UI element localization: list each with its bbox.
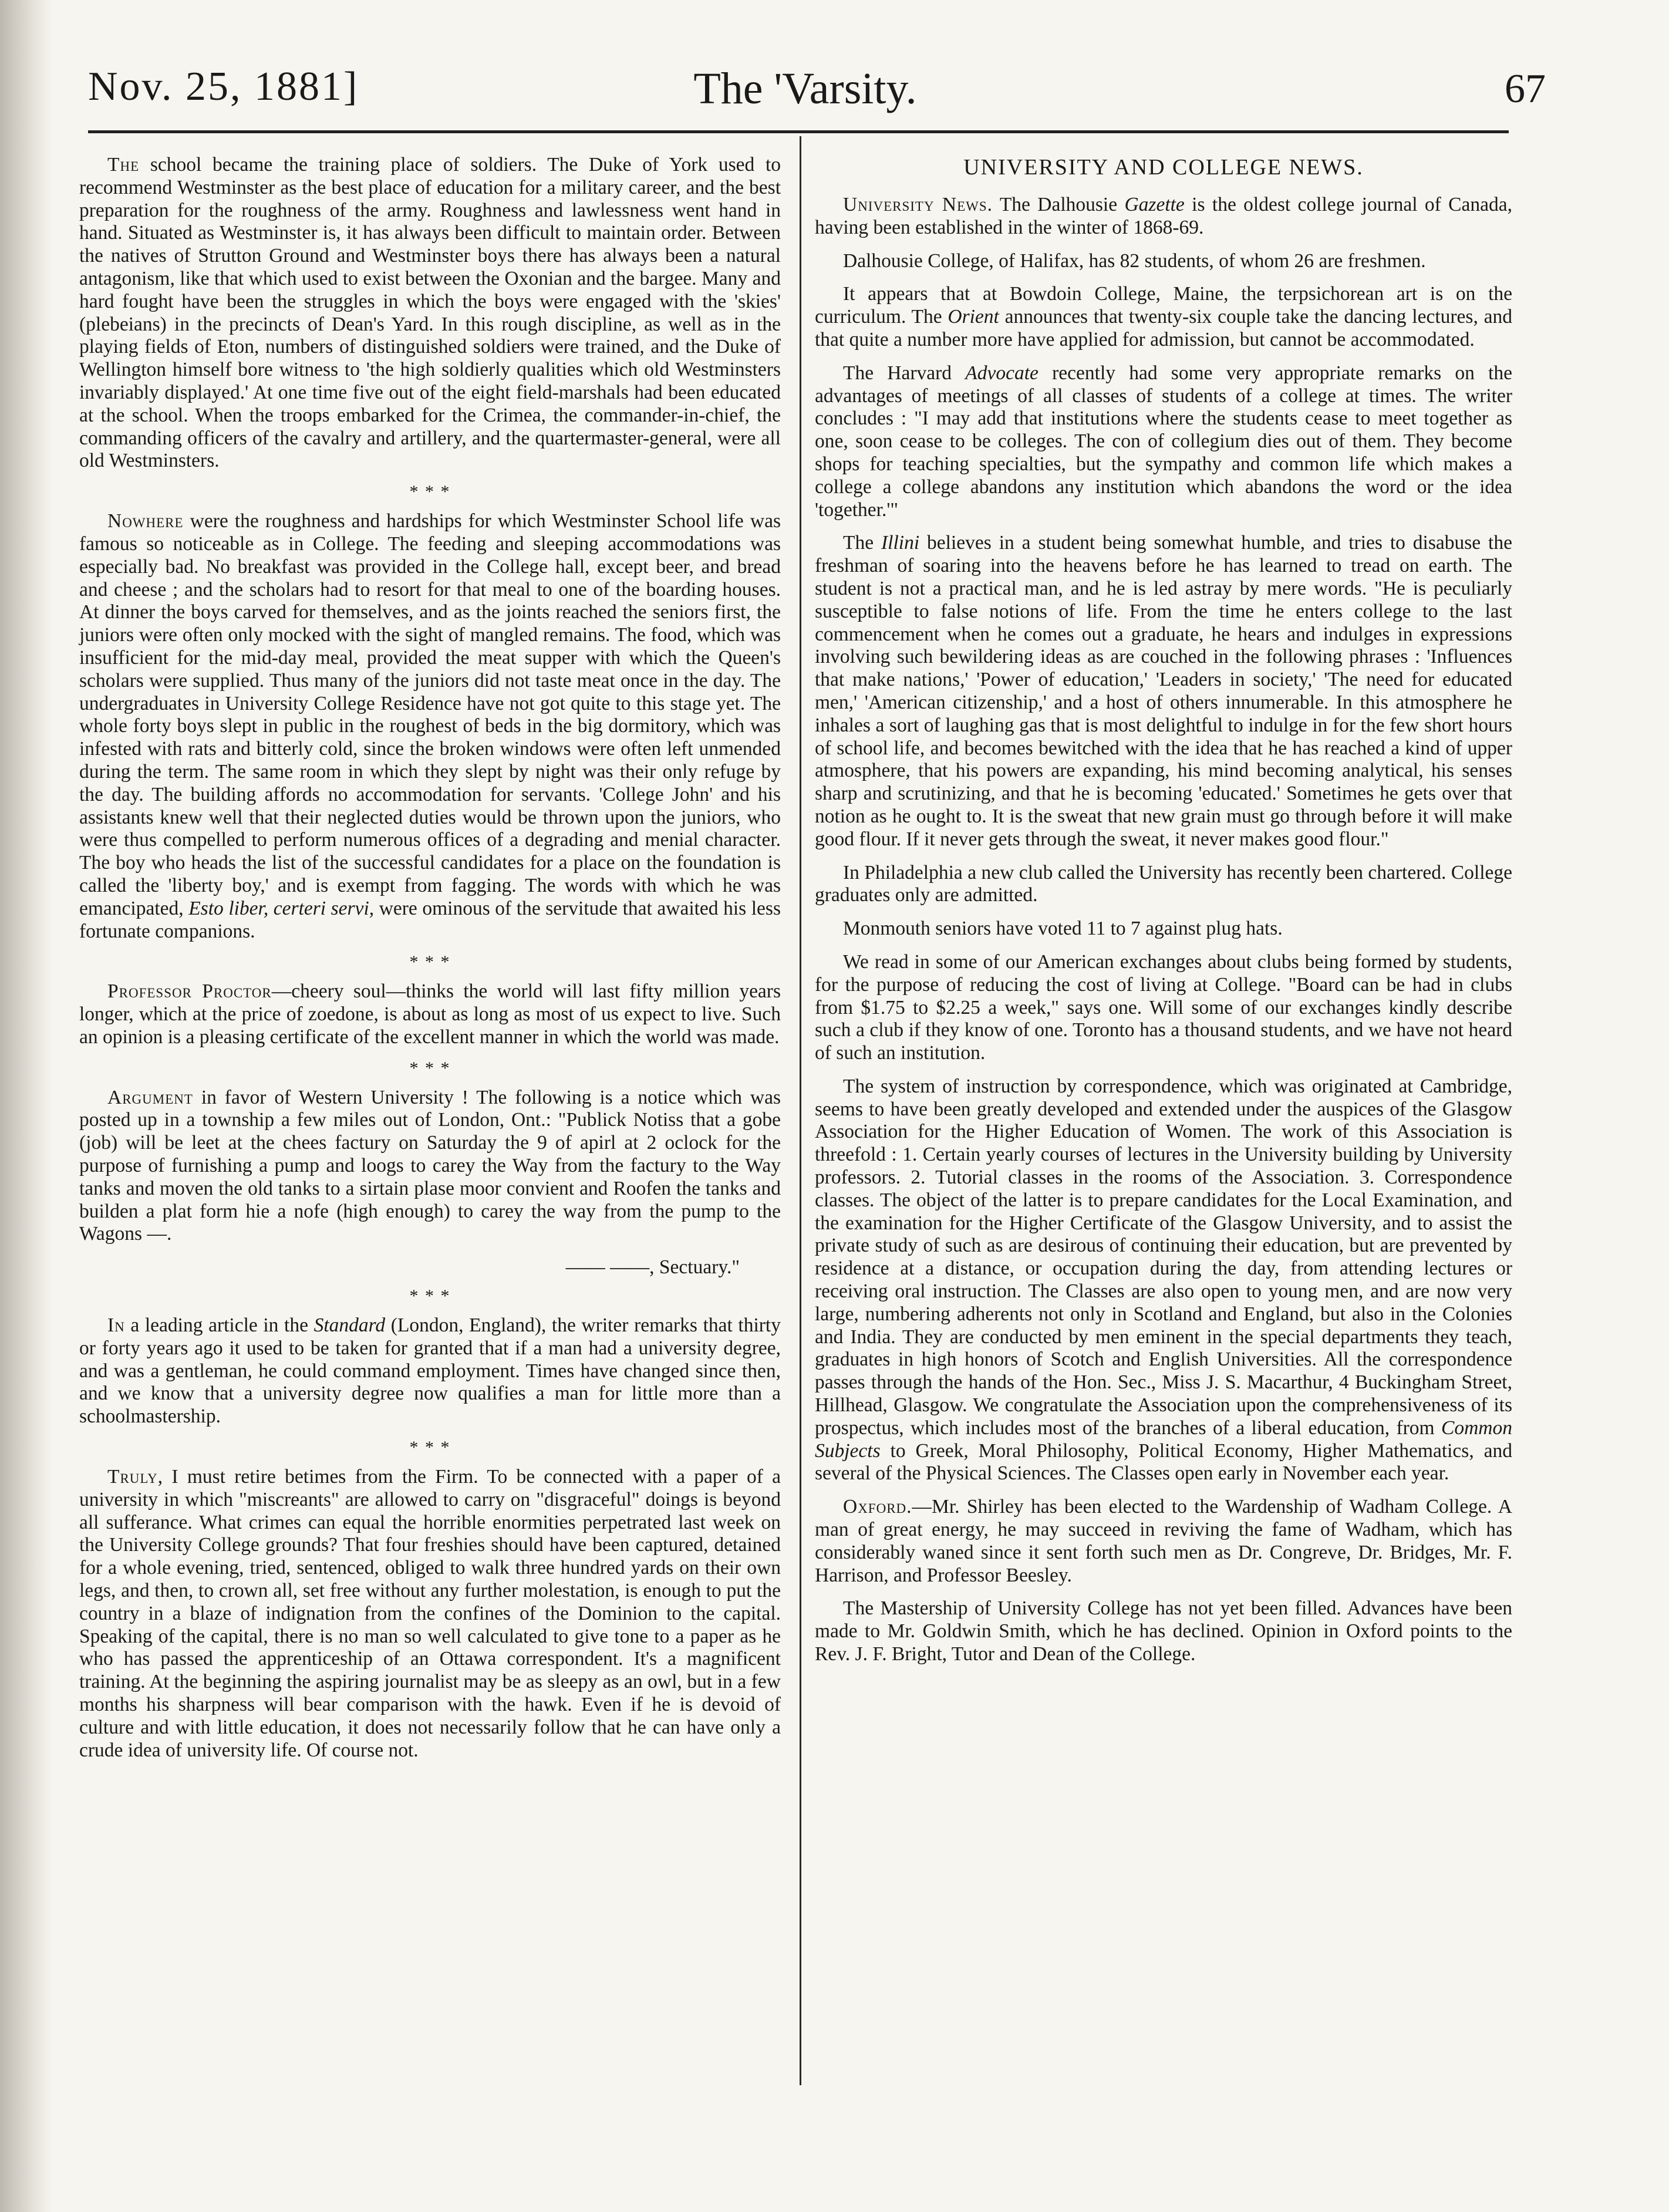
section-separator: * * * <box>409 1286 451 1306</box>
harvard-advocate-paragraph: The Harvard Advocate recently had some very appropriate remarks on the advantages of meetings of all classes of students of a college at times. The writer concludes : "I may add that institutions where the students cease to meet together as one, soon cease to be colleges. The con of collegium dies out of them. They become shops for teaching specialties, but the sympathy and common life which makes a college a college abandons any institution which abandons the word or the idea 'together.'" <box>815 362 1512 521</box>
publication-title: The 'Varsity. <box>693 64 917 113</box>
bowdoin-dancing-paragraph: It appears that at Bowdoin College, Maine, the terpsichorean art is on the curriculum. The Orient announces that twenty-six couple take the dancing lectures, and that quite a number more have applied for admission, but cannot be accommodated. <box>815 283 1512 350</box>
glasgow-correspondence-paragraph: The system of instruction by correspondence, which was originated at Cambridge, seems to have been greatly developed and extended under the auspices of the Glasgow Association for the Higher Education of Women. The work of this Association is threefold : 1. Certain yearly courses of lectures in the University building by University professors. 2. Tutorial classes in the rooms of the Association. 3. Correspondence classes. The object of the latter is to prepare candidates for the Local Examination, and the examination for the Higher Certificate of the Glasgow University, and to assist the private study of such as are desirous of continuing their education, but are prevented by residence at a distance, or occupation during the day, from attending lectures or receiving oral instruction. The Classes are also open to young men, and are now very large, numbering adherents not only in Scotland and England, but also in the Colonies and India. They are conducted by men eminent in the special departments they teach, graduates in high honors of Scotch and English Universities. All the correspondence passes through the hands of the Hon. Sec., Miss J. S. Macarthur, 4 Buckingham Street, Hillhead, Glasgow. We congratulate the Association upon the comprehensiveness of its prospectus, which includes most of the branches of a liberal education, from Common Subjects to Greek, Moral Philosophy, Political Economy, Higher Mathematics, and several of the Physical Sciences. The Classes open early in November each year. <box>815 1075 1512 1485</box>
westminster-soldiers-paragraph: The school became the training place of soldiers. The Duke of York used to recommend Westminster as the best place of education for a military career, and the best preparation for the roughness of the army. Roughness and lawlessness went hand in hand. Situated as Westminster is, it has always been difficult to maintain order. Between the natives of Strutton Ground and Westminster boys there has always been a natural antagonism, like that which used to exist between the Oxonian and the bargee. Many and hard fought have been the struggles in which the boys were engaged with the 'skies' (plebeians) in the precincts of Dean's Yard. In this rough discipline, as well as in the playing fields of Eton, numbers of distinguished soldiers were trained, and the Duke of Wellington himself bore witness to 'the high soldierly qualities which old Westminsters invariably displayed.' At one time five out of the eight field-marshals had been educated at the school. When the troops embarked for the Crimea, the commander-in-chief, the commanding officers of the cavalry and artillery, and the quartermaster-general, were all old Westminsters. <box>79 154 781 472</box>
column-divider <box>800 136 801 2085</box>
left-column <box>79 154 781 1772</box>
section-title: UNIVERSITY AND COLLEGE NEWS. <box>963 155 1364 180</box>
section-separator: * * * <box>409 482 451 502</box>
standard-article-paragraph: In a leading article in the Standard (London, England), the writer remarks that thirty or forty years ago it used to be taken for granted that if a man had a university degree, and was a gentleman, he could command employment. Times have changed since then, and we know that a university degree now qualifies a man for little more than a schoolmastership. <box>79 1314 781 1428</box>
section-separator: * * * <box>409 1058 451 1078</box>
section-separator: * * * <box>409 952 451 972</box>
masthead <box>88 63 1546 128</box>
university-college-mastership-paragraph: The Mastership of University College has not yet been filled. Advances have been made to Mr. Goldwin Smith, which he has declined. Opinion in Oxford points to the Rev. J. F. Bright, Tutor and Dean of the College. <box>815 1597 1512 1665</box>
header-rule <box>88 130 1509 133</box>
oxford-wadham-paragraph: Oxford.—Mr. Shirley has been elected to the Wardenship of Wadham College. A man of great energy, he may succeed in reviving the fame of Wadham, which has considerably waned since it sent forth such men as Dr. Congreve, Dr. Bridges, Mr. F. Harrison, and Professor Beesley. <box>815 1496 1512 1586</box>
professor-proctor-paragraph: Professor Proctor—cheery soul—thinks the world will last fifty million years longer, which at the price of zoedone, is about as long as most of us expect to live. Such an opinion is a pleasing certificate of the excellent manner in which the world was made. <box>79 980 781 1048</box>
truly-firm-paragraph: Truly, I must retire betimes from the Firm. To be connected with a paper of a university in which "miscreants" are allowed to carry on "disgraceful" doings is beyond all sufferance. What crimes can equal the horrible enormities perpetrated last week on the University College grounds? That four freshies should have been captured, detained for a whole evening, tried, sentenced, obliged to walk three hundred yards on their own legs, and then, to crown all, set free without any further molestation, is enough to put the country in a blaze of indignation from the confines of the Dominion to the capital. Speaking of the capital, there is no man so well calculated to give tone to a paper as he who has passed the apprenticeship of an Ottawa correspondent. It's a magnificent training. At the beginning the aspiring journalist may be as sleepy as an owl, but in a few months his sharpness will bear comparison with the hawk. Even if he is devoid of culture and with little education, it does not necessarily follow that he can have only a crude idea of university life. Of course not. <box>79 1466 781 1761</box>
sectuary-signature: —— ——, Sectuary." <box>565 1256 740 1279</box>
dalhousie-students-paragraph: Dalhousie College, of Halifax, has 82 students, of whom 26 are freshmen. <box>843 249 1426 272</box>
board-clubs-paragraph: We read in some of our American exchanges about clubs being formed by students, for the purpose of reducing the cost of living at College. "Board can be had in clubs from $1.75 to $2.25 a week," says one. Will some of our exchanges kindly describe such a club if they know of one. Toronto has a thousand students, and we have not heard of such an institution. <box>815 950 1512 1064</box>
right-column <box>815 154 1512 1677</box>
dalhousie-gazette-paragraph: University News. The Dalhousie Gazette is the oldest college journal of Canada, having been established in the winter of 1868-69. <box>815 194 1512 238</box>
page-number: 67 <box>1505 66 1546 112</box>
illini-paragraph: The Illini believes in a student being somewhat humble, and tries to disabuse the freshman of soaring into the heavens before he has learned to tread on earth. The student is not a practical man, and he is led astray by mere words. "He is peculiarly susceptible to false notions of life. From the time he enters college to the last commencement when he comes out a graduate, he hears and indulges in expressions involving such bewildering ideas as are couched in the following phrases : 'Influences that make nations,' 'Power of education,' 'Leaders in society,' 'The need for educated men,' 'American citizenship,' and a host of others innumerable. In this atmosphere he inhales a sort of laughing gas that is most delightful to indulge in for the few short hours of school life, and becomes bewitched with the idea that he has reached a kind of upper atmosphere, that his powers are expanding, his mind becoming analytical, his senses sharp and scrutinizing, and that he is becoming 'educated.' Sometimes he gets over that notion as he ought to. It is the sweat that new grain must go through before it will make good flour. If it never gets through the sweat, it never makes good flour." <box>815 532 1512 850</box>
page-edge-shadow <box>0 0 53 2212</box>
westminster-hardships-paragraph: Nowhere were the roughness and hardships for which Westminster School life was famous so noticeable as in College. The feeding and sleeping accommodations was especially bad. No breakfast was provided in the College hall, except beer, and bread and cheese ; and the scholars had to resort for that meal to one of the boarding houses. At dinner the boys carved for themselves, and as the joints reached the seniors first, the juniors were often only mocked with the sight of mangled remains. The food, which was insufficient for the mid-day meal, provided the meat supper with which the Queen's scholars were supplied. Thus many of the juniors did not taste meat once in the day. The undergraduates in University College Residence have not got quite to this stage yet. The whole forty boys slept in public in the roughest of beds in the big dormitory, which was infested with rats and bitterly cold, since the broken windows were often left unmended during the term. The same room in which they slept by night was their only refuge by the day. The building affords no accommodation for servants. 'College John' and his assistants knew well that their neglected duties would be thrown upon the juniors, who were thus compelled to perform numerous offices of a degrading and menial character. The boy who heads the list of the successful candidates for a place on the foundation is called the 'liberty boy,' and is exempt from fagging. The words with which he was emancipated, Esto liber, certeri servi, were ominous of the servitude that awaited his less fortunate companions. <box>79 510 781 942</box>
issue-date: Nov. 25, 1881] <box>88 64 359 109</box>
monmouth-plug-hats-paragraph: Monmouth seniors have voted 11 to 7 against plug hats. <box>843 918 1283 940</box>
philadelphia-club-paragraph: In Philadelphia a new club called the University has recently been chartered. College graduates only are admitted. <box>815 861 1512 906</box>
western-university-argument-paragraph: Argument in favor of Western University ! The following is a notice which was posted up in a township a few miles out of London, Ont.: "Publick Notiss that a gobe (job) will be leet at the chees factury on Saturday the 9 of apirl at 2 oclock for the purpose of furnishing a pump and loogs to carey the Way from the factury to the Way tanks and moven the old tanks to a sirtain plase moor convient and Roofen the tanks and builden a plat form hie a nofe (high enough) to carey the way from the pump to the Wagons —. <box>79 1086 781 1245</box>
section-separator: * * * <box>409 1438 451 1458</box>
